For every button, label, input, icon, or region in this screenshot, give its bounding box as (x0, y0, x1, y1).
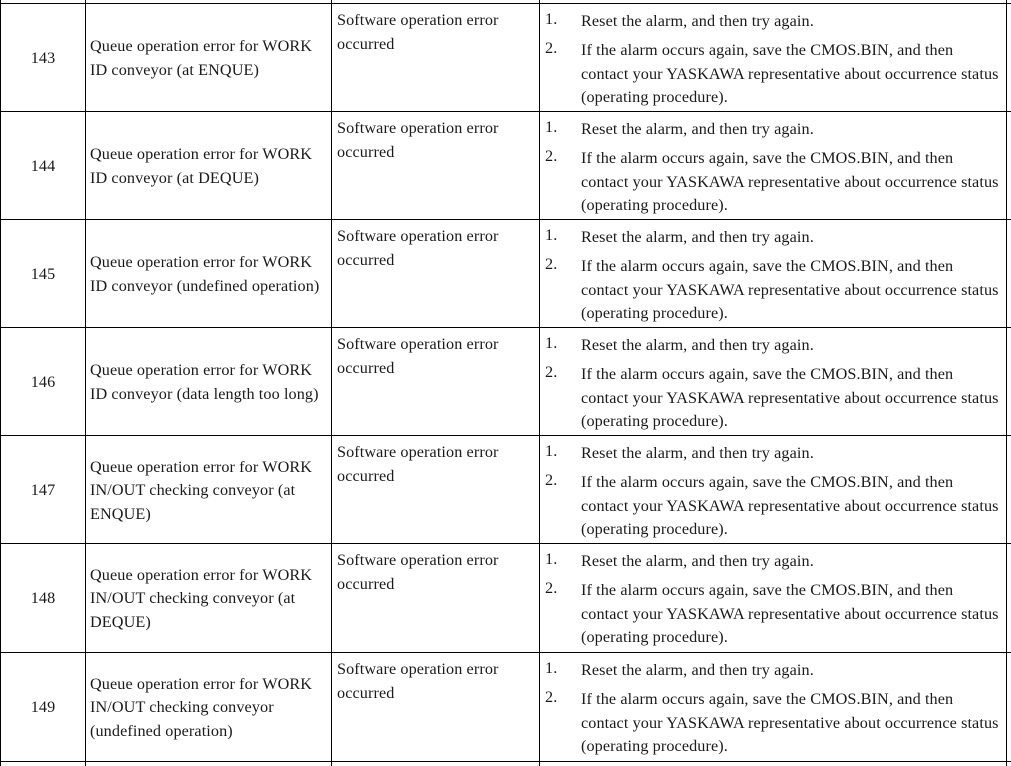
table-row (0, 3, 1011, 111)
table-row (0, 543, 1011, 651)
alarm-number: 145 (30, 265, 56, 283)
alarm-number: 143 (30, 49, 56, 67)
alarm-cause: Software operation error occurred (337, 551, 499, 593)
table-row (0, 111, 1011, 219)
alarm-name: Queue operation error for WORK ID conveyor (undefined operation) (90, 253, 320, 295)
alarm-cause: Software operation error occurred (337, 119, 499, 161)
alarm-name: Queue operation error for WORK ID conveyor (at DEQUE) (90, 145, 313, 187)
step-number: 1. (545, 550, 558, 568)
step-text: Reset the alarm, and then try again. (581, 336, 814, 354)
step-text: If the alarm occurs again, save the CMOS.BIN, and then contact your YASKAWA representative about occurrence status (operating procedure). (581, 365, 999, 431)
step-text: If the alarm occurs again, save the CMOS.BIN, and then contact your YASKAWA representative about occurrence status (operating procedure). (581, 257, 999, 323)
step-number: 2. (545, 255, 558, 273)
step-text: If the alarm occurs again, save the CMOS.BIN, and then contact your YASKAWA representative about occurrence status (operating procedure). (581, 581, 999, 647)
alarm-number: 147 (30, 481, 56, 499)
alarm-number: 149 (30, 698, 56, 716)
table-row (0, 219, 1011, 327)
alarm-number: 146 (30, 373, 56, 391)
step-text: If the alarm occurs again, save the CMOS.BIN, and then contact your YASKAWA representative about occurrence status (operating procedure). (581, 149, 999, 215)
alarm-cause: Software operation error occurred (337, 335, 499, 377)
step-text: If the alarm occurs again, save the CMOS.BIN, and then contact your YASKAWA representative about occurrence status (operating procedure). (581, 690, 999, 756)
alarm-number: 148 (30, 589, 56, 607)
alarm-name: Queue operation error for WORK IN/OUT checking conveyor (at DEQUE) (90, 565, 313, 631)
step-number: 1. (545, 442, 558, 460)
row-divider (0, 761, 1011, 762)
table-row (0, 652, 1011, 760)
step-number: 2. (545, 471, 558, 489)
alarm-cause: Software operation error occurred (337, 443, 499, 485)
alarm-name: Queue operation error for WORK IN/OUT checking conveyor (undefined operation) (90, 674, 313, 740)
step-text: If the alarm occurs again, save the CMOS.BIN, and then contact your YASKAWA representative about occurrence status (operating procedure). (581, 473, 999, 539)
alarm-name: Queue operation error for WORK ID conveyor (data length too long) (90, 361, 319, 403)
step-text: Reset the alarm, and then try again. (581, 12, 814, 30)
alarm-cause: Software operation error occurred (337, 227, 499, 269)
table-row (0, 435, 1011, 543)
step-number: 1. (545, 226, 558, 244)
step-text: Reset the alarm, and then try again. (581, 120, 814, 138)
step-number: 2. (545, 363, 558, 381)
step-number: 2. (545, 688, 558, 706)
step-number: 2. (545, 147, 558, 165)
alarm-number: 144 (30, 157, 56, 175)
alarm-cause: Software operation error occurred (337, 660, 499, 702)
step-text: If the alarm occurs again, save the CMOS.BIN, and then contact your YASKAWA representative about occurrence status (operating procedure). (581, 41, 999, 107)
step-text: Reset the alarm, and then try again. (581, 228, 814, 246)
step-number: 1. (545, 10, 558, 28)
alarm-name: Queue operation error for WORK IN/OUT checking conveyor (at ENQUE) (90, 457, 313, 523)
step-text: Reset the alarm, and then try again. (581, 552, 814, 570)
step-text: Reset the alarm, and then try again. (581, 661, 814, 679)
step-text: Reset the alarm, and then try again. (581, 444, 814, 462)
step-number: 2. (545, 39, 558, 57)
step-number: 1. (545, 334, 558, 352)
step-number: 1. (545, 659, 558, 677)
table-row (0, 327, 1011, 435)
alarm-cause: Software operation error occurred (337, 11, 499, 53)
alarm-name: Queue operation error for WORK ID conveyor (at ENQUE) (90, 37, 313, 79)
step-number: 2. (545, 579, 558, 597)
step-number: 1. (545, 118, 558, 136)
